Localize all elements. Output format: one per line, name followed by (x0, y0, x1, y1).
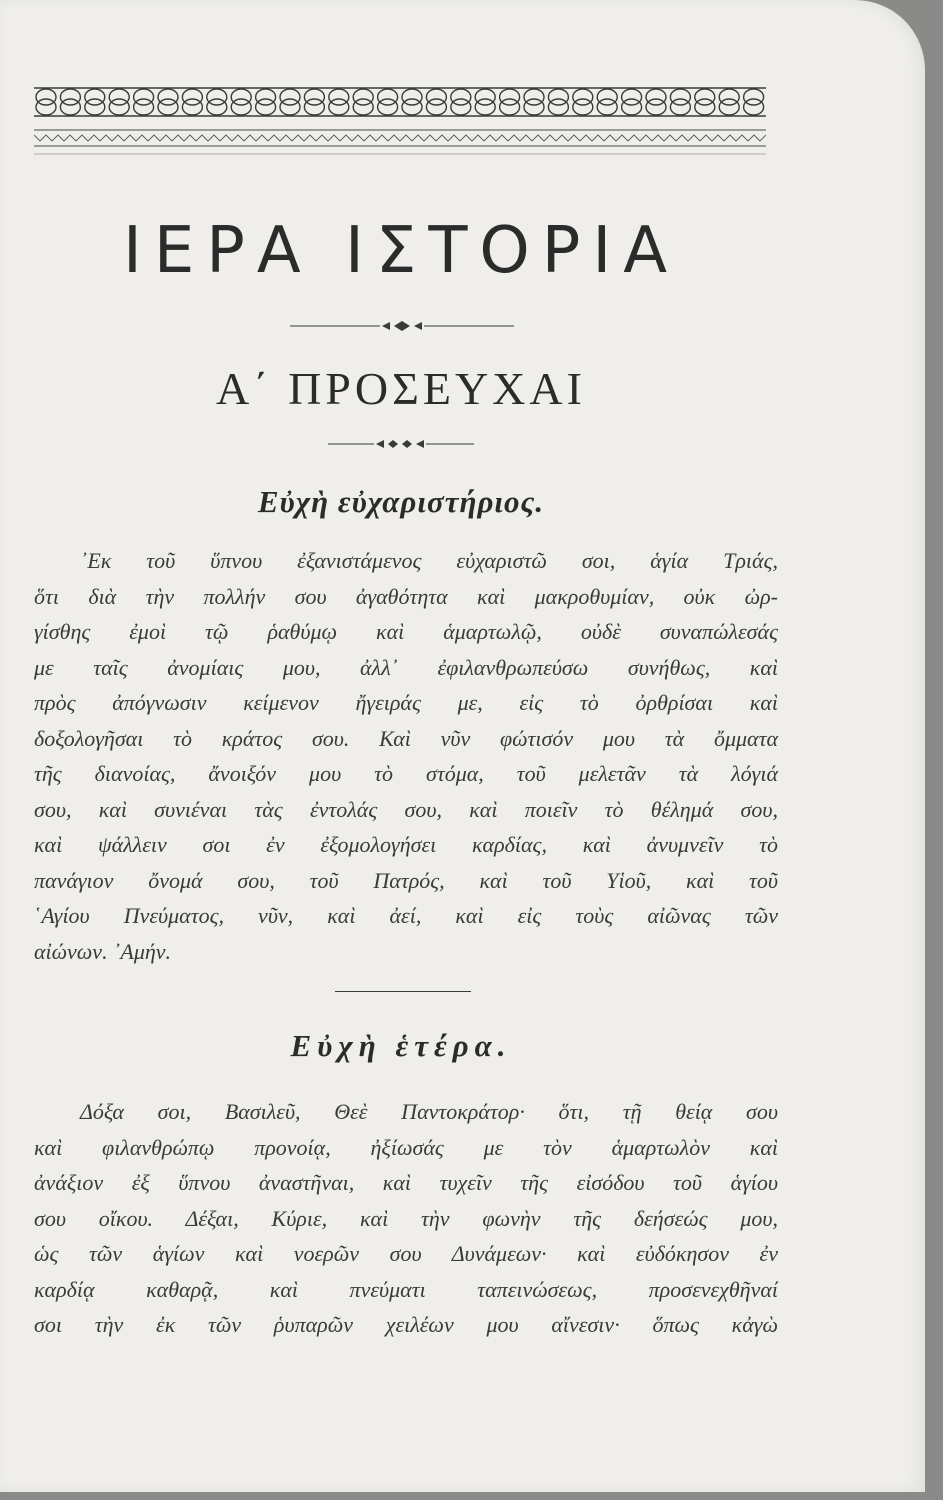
prayer-heading-thanksgiving: Εὐχὴ εὐχαριστήριος. (257, 484, 545, 519)
text-line: καρδίᾳ καθαρᾷ, καὶ πνεύματι ταπεινώσεως, προσενεχθῆναί (34, 1276, 778, 1302)
text-line: ῾Αγίου Πνεύματος, νῦν, καὶ ἀεί, καὶ εἰς τοὺς αἰῶνας τῶν (34, 903, 778, 928)
text-line: σοι τὴν ἐκ τῶν ῥυπαρῶν χειλέων μου αἴνεσιν· ὅπως κἀγὼ (34, 1312, 778, 1337)
text-line: ἀνάξιον ἐξ ὕπνου ἀναστῆναι, καὶ τυχεῖν τῆς εἰσόδου τοῦ ἁγίου (34, 1170, 778, 1195)
text-line: ὅτι διὰ τὴν πολλήν σου ἀγαθότητα καὶ μακροθυμίαν, οὐκ ὠρ- (34, 583, 778, 609)
prayer-heading-other: Εὐχὴ ἑτέρα. (290, 1028, 512, 1063)
text-line: με ταῖς ἀνομίαις μου, ἀλλ᾿ ἐφιλανθρωπεύσω συνήθως, καὶ (34, 654, 778, 680)
text-line: ὡς τῶν ἁγίων καὶ νοερῶν σου Δυνάμεων· καὶ εὐδόκησον ἐν (34, 1241, 778, 1266)
book-title: ΙΕΡΑ ΙΣΤΟΡΙΑ (122, 214, 680, 288)
prayer-text-other (34, 1094, 778, 1343)
title-divider-ornament (290, 319, 514, 333)
prayer-separator-rule (335, 991, 471, 992)
text-line: δοξολογῆσαι τὸ κράτος σου. Καὶ νῦν φώτισόν μου τὰ ὄμματα (34, 725, 778, 751)
text-line: αἰώνων. ᾿Αμήν. (34, 938, 172, 964)
text-line: ᾿Εκ τοῦ ὕπνου ἐξανιστάμενος εὐχαριστῶ σοι, ἁγία Τριάς, (80, 548, 778, 573)
section-divider-ornament (328, 437, 474, 451)
text-line: Δόξα σοι, Βασιλεῦ, Θεὲ Παντοκράτορ· ὅτι, τῇ θείᾳ σου (80, 1099, 778, 1124)
text-line: καὶ φιλανθρώπῳ προνοίᾳ, ἠξίωσάς με τὸν ἁμαρτωλὸν καὶ (34, 1134, 778, 1160)
decorative-header-rules (34, 128, 766, 158)
text-line: σου οἴκου. Δέξαι, Κύριε, καὶ τὴν φωνὴν τῆς δεήσεώς μου, (34, 1205, 778, 1231)
prayer-text-thanksgiving (34, 543, 778, 969)
text-line: πρὸς ἀπόγνωσιν κείμενον ἤγειράς με, εἰς τὸ ὀρθρίσαι καὶ (34, 690, 778, 715)
text-line: καὶ ψάλλειν σοι ἐν ἐξομολογήσει καρδίας, καὶ ἀνυμνεῖν τὸ (34, 832, 778, 857)
section-title: Α΄ ΠΡΟΣΕΥΧΑΙ (216, 363, 586, 414)
text-line: τῆς διανοίας, ἄνοιξόν μου τὸ στόμα, τοῦ μελετᾶν τὰ λόγιά (34, 761, 778, 786)
text-line: σου, καὶ συνιέναι τὰς ἐντολάς σου, καὶ ποιεῖν τὸ θέλημά σου, (34, 796, 778, 822)
text-line: πανάγιον ὄνομά σου, τοῦ Πατρός, καὶ τοῦ Υἱοῦ, καὶ τοῦ (34, 867, 778, 893)
decorative-header-band (34, 86, 766, 120)
text-line: γίσθης ἐμοὶ τῷ ῥαθύμῳ καὶ ἁμαρτωλῷ, οὐδὲ συναπώλεσάς (34, 619, 778, 644)
